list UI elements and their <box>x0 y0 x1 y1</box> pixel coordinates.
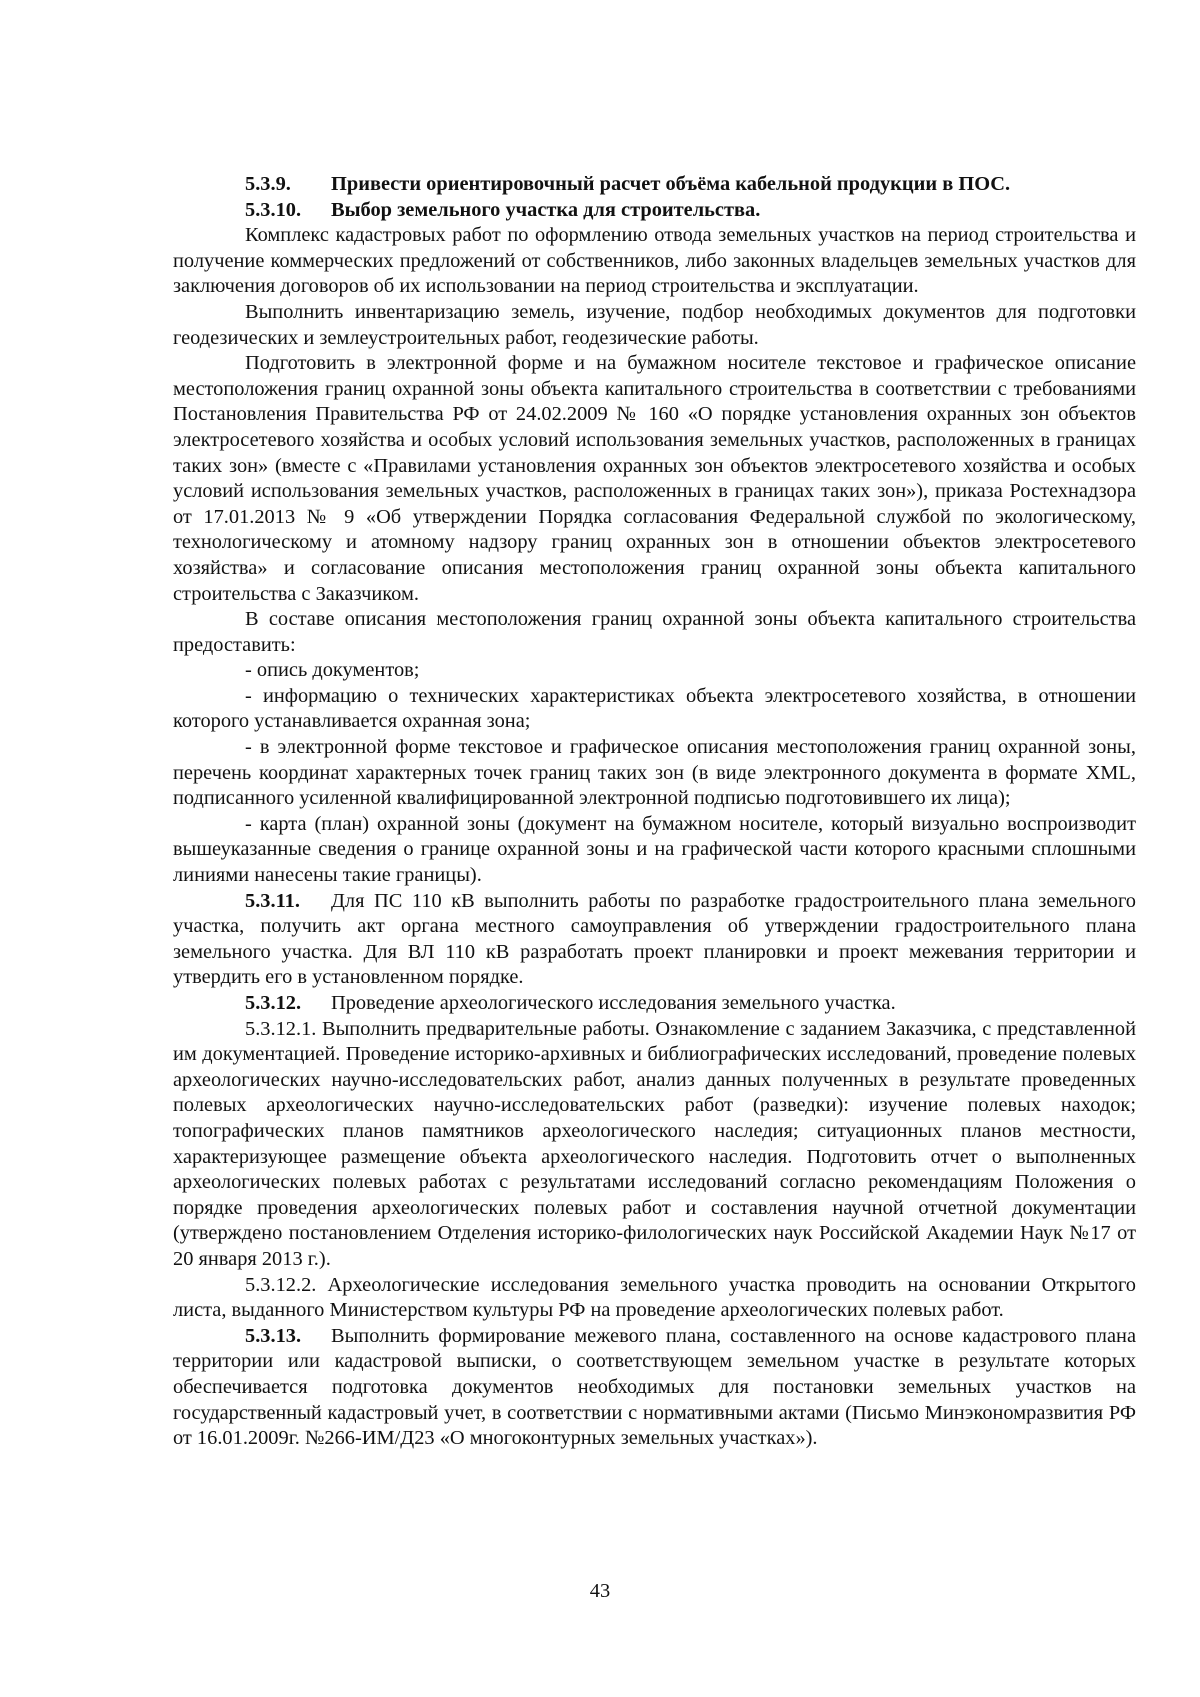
section-number: 5.3.11. <box>245 889 300 912</box>
section-text: Выполнить формирование межевого плана, составленного на основе кадастрового плана территории или кадастровой выписки, о соответствующем земельном участке в результате которых обеспечивается подготовка документов необходимых для постановки земельных участков на государственный кадастровый учет, в соответствии с нормативными актами (Письмо Минэкономразвития РФ от 16.01.2009г. №266-ИМ/Д23 «О многоконтурных земельных участках»). <box>173 1324 1136 1450</box>
paragraph: Подготовить в электронной форме и на бумажном носителе текстовое и графическое описание местоположения границ охранной зоны объекта капитального строительства в соответствии с требованиями Постановления Правительства РФ от 24.02.2009 № 160 «О порядке установления охранных зон объектов электросетевого хозяйства и особых условий использования земельных участков, расположенных в границах таких зон» (вместе с «Правилами установления охранных зон объектов электросетевого хозяйства и особых условий использования земельных участков, расположенных в границах таких зон»), приказа Ростехнадзора от 17.01.2013 № 9 «Об утверждении Порядка согласования Федеральной службой по экологическому, технологическому и атомному надзору границ охранных зон в отношении объектов электросетевого хозяйства» и согласование описания местоположения границ охранной зоны объекта капитального строительства с Заказчиком. <box>173 352 1136 605</box>
section-number: 5.3.13. <box>245 1324 302 1347</box>
section-text: Для ПС 110 кВ выполнить работы по разработке градостроительного плана земельного участка, получить акт органа местного самоуправления об утверждении градостроительного плана земельного участка. Для ВЛ 110 кВ разработать проект планировки и проект межевания территории и утвердить его в установленном порядке. <box>173 889 1136 989</box>
section-5-3-10 <box>173 198 1136 224</box>
section-5-3-12 <box>173 991 1136 1017</box>
document-body <box>173 172 1136 1452</box>
section-text: Проведение археологического исследования земельного участка. <box>331 992 896 1014</box>
section-heading: Привести ориентировочный расчет объёма кабельной продукции в ПОС. <box>331 173 1011 195</box>
list-item: - карта (план) охранной зоны (документ на бумажном носителе, который визуально воспроизводит вышеуказанные сведения о границе охранной зоны и на графической части которого красными сплошными линиями нанесены такие границы). <box>173 812 1136 887</box>
section-number: 5.3.10. <box>245 198 302 221</box>
paragraph: В составе описания местоположения границ охранной зоны объекта капитального строительства предоставить: <box>173 608 1136 656</box>
section-5-3-13 <box>173 1324 1136 1452</box>
list-item: - информацию о технических характеристиках объекта электросетевого хозяйства, в отношении которого устанавливается охранная зона; <box>173 684 1136 733</box>
section-number: 5.3.9. <box>245 173 291 195</box>
section-5-3-11 <box>173 889 1136 991</box>
section-5-3-9 <box>173 172 1136 198</box>
list-item: - в электронной форме текстовое и графическое описания местоположения границ охранной зоны, перечень координат характерных точек границ таких зон (в виде электронного документа в формате XML, подписанного усиленной квалифицированной электронной подписью подготовившего их лица); <box>173 736 1136 810</box>
subsection-5-3-12-1: 5.3.12.1. Выполнить предварительные работы. Ознакомление с заданием Заказчика, с представленной им документацией. Проведение историко-архивных и библиографических исследований, проведение полевых археологических научно-исследовательских работ, анализ данных полученных в результате проведенных полевых археологических научно-исследовательских работ (разведки): изучение полевых находок; топографических планов памятников археологического наследия; ситуационных планов местности, характеризующее размещение объекта археологического наследия. Подготовить отчет о выполненных археологических полевых работах с результатами исследований согласно рекомендациям Положения о порядке проведения археологических полевых работ и составления научной отчетной документации (утверждено постановлением Отделения историко-филологических наук Российской Академии Наук №17 от 20 января 2013 г.). <box>173 1017 1136 1270</box>
page-number: 43 <box>589 1580 611 1602</box>
subsection-5-3-12-2: 5.3.12.2. Археологические исследования земельного участка проводить на основании Открытого листа, выданного Министерством культуры РФ на проведение археологических полевых работ. <box>173 1273 1136 1322</box>
paragraph: Комплекс кадастровых работ по оформлению отвода земельных участков на период строительства и получение коммерческих предложений от собственников, либо законных владельцев земельных участков для заключения договоров об их использовании на период строительства и эксплуатации. <box>173 224 1136 298</box>
list-item: - опись документов; <box>245 659 420 682</box>
paragraph: Выполнить инвентаризацию земель, изучение, подбор необходимых документов для подготовки геодезических и землеустроительных работ, геодезические работы. <box>173 300 1136 349</box>
section-number: 5.3.12. <box>245 992 302 1014</box>
section-heading: Выбор земельного участка для строительства. <box>331 198 761 221</box>
